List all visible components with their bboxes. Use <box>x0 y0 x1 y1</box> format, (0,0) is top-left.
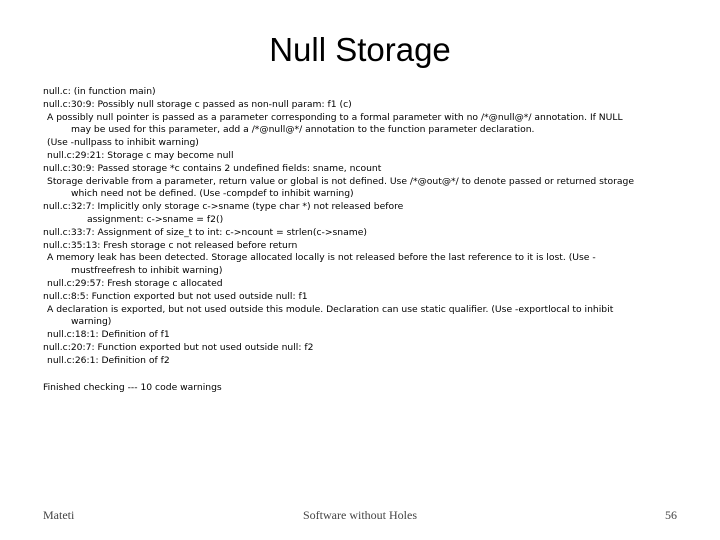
output-line: null.c:33:7: Assignment of size_t to int: c->ncount = strlen(c->sname) <box>43 226 367 238</box>
output-line: null.c:29:21: Storage c may become null <box>47 149 234 161</box>
output-line: null.c:20:7: Function exported but not used outside null: f2 <box>43 341 314 353</box>
summary-line: Finished checking --- 10 code warnings <box>43 381 222 393</box>
output-line: null.c:30:9: Possibly null storage c passed as non-null param: f1 (c) <box>43 98 352 110</box>
footer-course: Software without Holes <box>303 508 417 522</box>
output-line: which need not be defined. (Use -compdef to inhibit warning) <box>71 188 354 200</box>
output-line: null.c:18:1: Definition of f1 <box>47 329 170 341</box>
output-line: Storage derivable from a parameter, return value or global is not defined. Use /*@out@*/ to denote passed or returned storage <box>47 175 635 187</box>
page-number: 56 <box>665 508 677 522</box>
output-line: null.c: (in function main) <box>43 86 156 97</box>
output-line: null.c:30:9: Passed storage *c contains 2 undefined fields: sname, ncount <box>43 162 382 174</box>
output-line: null.c:8:5: Function exported but not used outside null: f1 <box>43 290 308 302</box>
output-line: null.c:35:13: Fresh storage c not released before return <box>43 239 298 251</box>
output-line: mustfreefresh to inhibit warning) <box>71 265 223 277</box>
code-output <box>43 86 683 394</box>
footer-author: Mateti <box>43 508 75 522</box>
output-line: A possibly null pointer is passed as a parameter corresponding to a formal parameter with no /*@null@*/ annotation. If NULL <box>47 111 623 123</box>
output-line: assignment: c->sname = f2() <box>87 213 224 225</box>
output-line: null.c:32:7: Implicitly only storage c->sname (type char *) not released before <box>43 201 404 213</box>
output-line: A declaration is exported, but not used outside this module. Declaration can use static qualifier. (Use -exportlocal to inhibit <box>47 303 614 315</box>
output-line: (Use -nullpass to inhibit warning) <box>47 137 199 149</box>
output-line: A memory leak has been detected. Storage allocated locally is not released before the last reference to it is lost. (Use - <box>47 252 596 264</box>
slide-title: Null Storage <box>269 31 451 68</box>
output-line: warning) <box>71 316 112 328</box>
output-line: may be used for this parameter, add a /*@null@*/ annotation to the function parameter declaration. <box>71 124 535 136</box>
output-line: null.c:29:57: Fresh storage c allocated <box>47 277 223 289</box>
output-line: null.c:26:1: Definition of f2 <box>47 354 170 366</box>
